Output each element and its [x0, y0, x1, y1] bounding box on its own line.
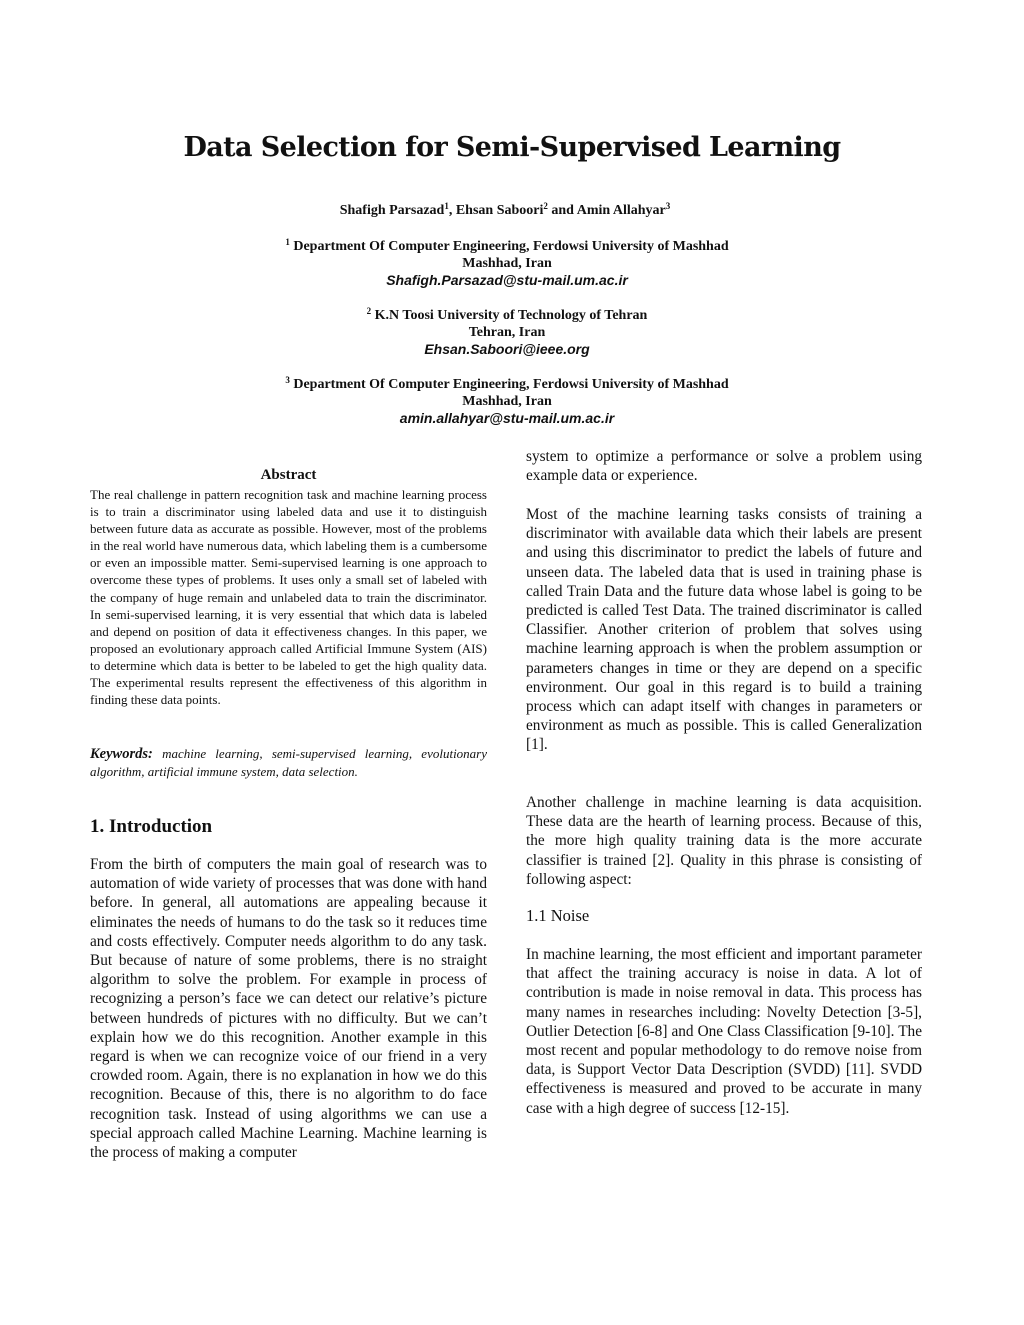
- affiliation-superscript: 3: [285, 375, 290, 385]
- affiliation-location: Tehran, Iran: [468, 325, 546, 340]
- author-name: Amin Allahyar: [576, 203, 666, 218]
- affiliation-superscript: 2: [366, 306, 372, 316]
- author-connector: and: [551, 203, 574, 218]
- affiliation-department: Department Of Computer Engineering, Ferdowsi University of Mashhad: [293, 377, 729, 392]
- keywords-label: Keywords:: [90, 746, 153, 762]
- affiliation-department: Department Of Computer Engineering, Ferdowsi University of Mashhad: [293, 239, 729, 254]
- author-superscript: 1: [444, 201, 449, 211]
- author-superscript: 2: [543, 201, 548, 211]
- paragraph: system to optimize a performance or solve a problem using example data or experience.: [526, 448, 922, 485]
- affiliation-superscript: 1: [285, 237, 290, 247]
- affiliation-email: Ehsan.Saboori@ieee.org: [424, 341, 590, 357]
- author-superscript: 3: [665, 201, 671, 211]
- paper-title: Data Selection for Semi-Supervised Learning: [183, 132, 841, 163]
- subsection-heading: 1.1 Noise: [526, 906, 590, 925]
- abstract-heading: Abstract: [260, 467, 317, 483]
- abstract-text: The real challenge in pattern recognition task and machine learning process is to train a discriminator using labeled data and use it to distinguish between future data as accurate as possible. However, most of the problems in the real world have numerous data, which labeling them is a cumbersome or even an impossible matter. Semi-supervised learning is one approach to overcome these types of problems. It uses only a small set of labeled with the company of huge remain and unlabeled data to train the discriminator. In semi-supervised learning, it is very essential that which data is labeled and depend on position of data it effectiveness changes. In this paper, we proposed an evolutionary approach called Artificial Immune System (AIS) to determine which data is better to be labeled to get the high quality data. The experimental results represent the effectiveness of this algorithm in finding these data points.: [90, 487, 487, 708]
- affiliation-email: Shafigh.Parsazad@stu-mail.um.ac.ir: [386, 272, 628, 288]
- affiliation-3: [0, 376, 1014, 427]
- affiliation-location: Mashhad, Iran: [462, 394, 552, 409]
- keywords: [90, 745, 487, 781]
- intro-paragraph: From the birth of computers the main goal of research was to automation of wide variety of processes that was done with hand before. In general, all automations are appealing because it eliminates the needs of humans to do the task so it reduces time and costs effectively. Computer needs algorithm to do any task. But because of nature of some problems, there is no straight algorithm to solve the problem. For example in process of recognizing a person’s face we can detect our relative’s picture between hundreds of pictures with no difficulty. But we can’t explain how we do this recognition. Another example in this regard is when we can recognize voice of our friend in a very crowded room. Again, there is no explanation in how we do this recognition. Because of this, there is no algorithm to do face recognition task. Instead of using algorithms we can use a special approach called Machine Learning. Machine learning is the process of making a computer: [90, 856, 487, 1162]
- keywords-text: machine learning, semi-supervised learning, evolutionary algorithm, artificial immune system, data selection.: [90, 746, 488, 779]
- author-name: Shafigh Parsazad: [339, 203, 445, 218]
- paragraph: In machine learning, the most efficient and important parameter that affect the training accuracy is noise in data. A lot of contribution is made in noise removal in data. This process has many names in researches including: Novelty Detection [3-5], Outlier Detection [6-8] and One Class Classification [9-10]. The most recent and popular methodology to do remove noise from data, is Support Vector Data Description (SVDD) [11]. SVDD effectiveness is measured and proved to be accurate in many case with a high degree of success [12-15].: [526, 946, 922, 1117]
- affiliation-2: [0, 307, 1014, 358]
- affiliation-email: amin.allahyar@stu-mail.um.ac.ir: [399, 410, 615, 426]
- author-name: Ehsan Saboori: [455, 203, 544, 218]
- section-heading: 1. Introduction: [90, 816, 213, 837]
- author-line: Shafigh Parsazad$^1$, Ehsan Saboori$^2$ and Amin Allahyar$^3$: [339, 201, 671, 218]
- affiliation-1: [0, 238, 1014, 289]
- paragraph: Another challenge in machine learning is data acquisition. These data are the hearth of learning process. Because of this, the more high quality training data is the more accurate classifier is trained [2]. Quality in this phrase is consisting of following aspect:: [526, 794, 922, 888]
- paragraph: Most of the machine learning tasks consists of training a discriminator with available data which their labels are present and using this discriminator to predict the labels of future and unseen data. The labeled data that is used in training phase is called Train Data and the future data whose label is going to be predicted is called Test Data. The trained discriminator is called Classifier. Another criterion of problem that solves using machine learning approach is when the problem assumption or parameters changes in time or they are depend on a specific environment. Our goal in this regard is to build a training process which can adapt itself with changes in parameters or environment as much as possible. This is called Generalization [1].: [526, 506, 922, 754]
- affiliation-location: Mashhad, Iran: [462, 256, 552, 271]
- affiliation-department: K.N Toosi University of Technology of Tehran: [374, 308, 648, 323]
